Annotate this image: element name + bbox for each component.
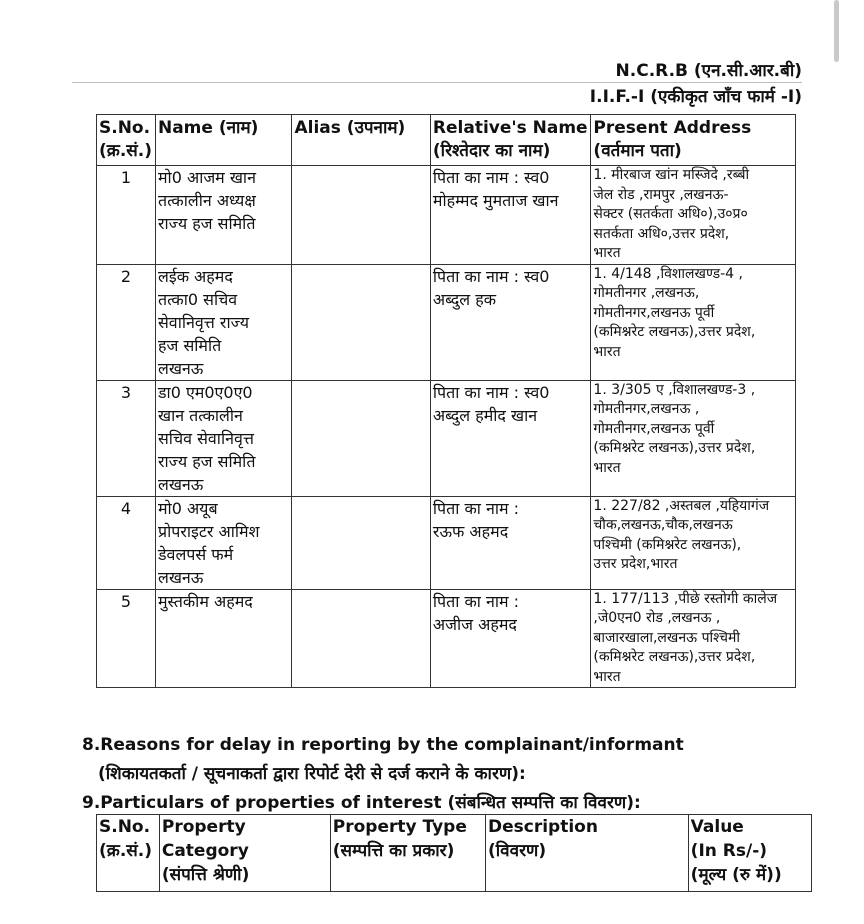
section-8-subtitle: (शिकायतकर्ता / सूचनाकर्ता द्वारा रिपोर्ट देरी से दर्ज कराने के कारण): (98, 764, 526, 784)
row-relative: पिता का नाम : स्व0 मोहम्मद मुमताज खान (430, 166, 591, 265)
row-alias (292, 589, 430, 688)
property-header-category: Property Category (संपत्ति श्रेणी) (159, 815, 330, 892)
table-row (97, 496, 796, 589)
header-present-address: Present Address (वर्तमान पता) (591, 115, 796, 166)
row-name: लईक अहमद तत्का0 सचिव सेवानिवृत्त राज्य हज समिति लखनऊ (155, 264, 292, 380)
row-address: 1. 3/305 ए ,विशालखण्ड-3 , गोमतीनगर,लखनऊ , गोमतीनगर,लखनऊ पूर्वी (कमिश्नरेट लखनऊ),उत्तर प्रदेश, भारत (591, 380, 796, 496)
row-relative: पिता का नाम : रऊफ अहमद (430, 496, 591, 589)
row-sno: 3 (97, 380, 156, 496)
row-name: मो0 अयूब प्रोपराइटर आमिश डेवलपर्स फर्म लखनऊ (155, 496, 292, 589)
row-alias (292, 166, 430, 265)
ncrb-heading: N.C.R.B (एन.सी.आर.बी) (615, 61, 802, 81)
scrollbar[interactable] (834, 0, 839, 62)
property-header-type: Property Type (सम्पत्ति का प्रकार) (330, 815, 485, 892)
row-address: 1. 227/82 ,अस्तबल ,यहियागंज चौक,लखनऊ,चौक,लखनऊ पश्चिमी (कमिश्नरेट लखनऊ), उत्तर प्रदेश,भारत (591, 496, 796, 589)
row-alias (292, 264, 430, 380)
header-sno: S.No. (क्र.सं.) (97, 115, 156, 166)
row-sno: 4 (97, 496, 156, 589)
accused-table (96, 114, 796, 688)
header-name: Name (नाम) (155, 115, 292, 166)
property-header-value: Value (In Rs/-) (मूल्य (रु में)) (688, 815, 811, 892)
row-name: मो0 आजम खान तत्कालीन अध्यक्ष राज्य हज समिति (155, 166, 292, 265)
property-header-description: Description (विवरण) (486, 815, 689, 892)
row-relative: पिता का नाम : स्व0 अब्दुल हमीद खान (430, 380, 591, 496)
row-alias (292, 380, 430, 496)
table-row (97, 589, 796, 688)
property-table (96, 814, 812, 892)
row-sno: 2 (97, 264, 156, 380)
row-name: डा0 एम0ए0ए0 खान तत्कालीन सचिव सेवानिवृत्त राज्य हज समिति लखनऊ (155, 380, 292, 496)
property-header-sno: S.No. (क्र.सं.) (97, 815, 160, 892)
row-relative: पिता का नाम : स्व0 अब्दुल हक (430, 264, 591, 380)
accused-table-header-row (97, 115, 796, 166)
row-address: 1. मीरबाज खांन मस्जिदे ,रब्बी जेल रोड ,रामपुर ,लखनऊ- सेक्टर (सतर्कता अधि०),उ०प्र० सतर्कता अधि०,उत्तर प्रदेश, भारत (591, 166, 796, 265)
table-row (97, 264, 796, 380)
header-divider (72, 82, 802, 83)
iif-form-heading: I.I.F.-I (एकीकृत जाँच फार्म -I) (589, 87, 802, 107)
section-8-title: 8.Reasons for delay in reporting by the complainant/informant (82, 735, 684, 755)
row-name: मुस्तकीम अहमद (155, 589, 292, 688)
table-row (97, 380, 796, 496)
row-sno: 5 (97, 589, 156, 688)
header-relative-name: Relative's Name (रिश्तेदार का नाम) (430, 115, 591, 166)
row-alias (292, 496, 430, 589)
row-sno: 1 (97, 166, 156, 265)
property-table-header-row (97, 815, 812, 892)
row-address: 1. 177/113 ,पीछे रस्तोगी कालेज ,जे0एन0 रोड ,लखनऊ , बाजारखाला,लखनऊ पश्चिमी (कमिश्नरेट लखनऊ),उत्तर प्रदेश, भारत (591, 589, 796, 688)
table-row (97, 166, 796, 265)
row-address: 1. 4/148 ,विशालखण्ड-4 , गोमतीनगर ,लखनऊ, गोमतीनगर,लखनऊ पूर्वी (कमिश्नरेट लखनऊ),उत्तर प्रदेश, भारत (591, 264, 796, 380)
header-alias: Alias (उपनाम) (292, 115, 430, 166)
section-9-title: 9.Particulars of properties of interest (संबन्धित सम्पत्ति का विवरण): (82, 793, 641, 813)
row-relative: पिता का नाम : अजीज अहमद (430, 589, 591, 688)
